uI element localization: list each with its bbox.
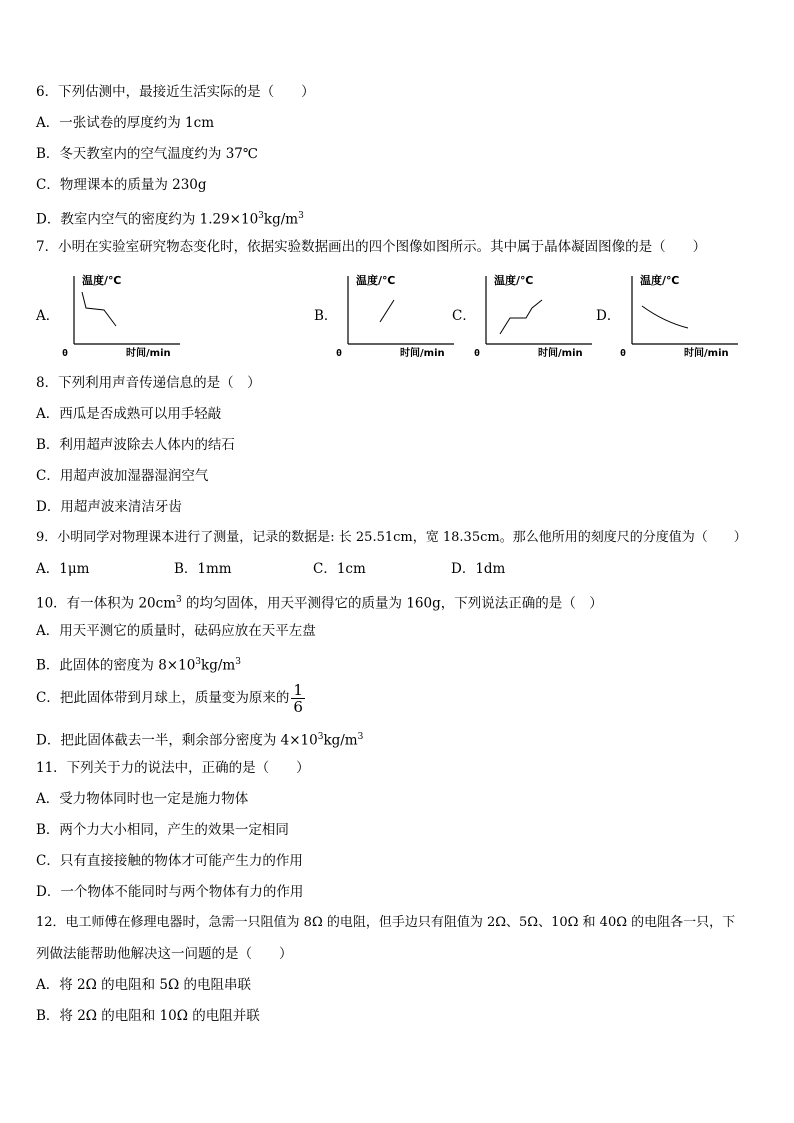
graph-a-label: A． <box>36 308 60 324</box>
q8-option-c: C．用超声波加湿器湿润空气 <box>36 468 209 484</box>
graph-c <box>472 270 600 362</box>
q10-stem: 10．有一体积为 $20cm^3$ 的均匀固体，用天平测得它的质量为 160g，下列说法正确的是（ ） <box>36 595 603 612</box>
q7-stem: 7．小明在实验室研究物态变化时，依据实验数据画出的四个图像如图所示。其中属于晶体凝固图像的是（ ） <box>36 239 707 255</box>
graph-b-label: B． <box>314 308 338 324</box>
q6-option-d: D．教室内空气的密度约为 $1.29\times 10^3kg/m^3$ <box>36 211 304 228</box>
q12-option-b: B．将 2Ω 的电阻和 10Ω 的电阻并联 <box>36 1008 260 1024</box>
q9-option-d: D．1dm <box>451 561 506 577</box>
q10-option-d: D．把此固体截去一半，剩余部分密度为 $4\times 10^3kg/m^3$ <box>36 732 364 749</box>
q6-option-c: C．物理课本的质量为 230g <box>36 177 207 193</box>
graph-a-xlabel: 时间/min <box>126 348 171 359</box>
graph-b-origin: 0 <box>336 348 343 359</box>
q9-option-b: B．1mm <box>174 561 232 577</box>
q11-option-a: A．受力物体同时也一定是施力物体 <box>36 791 249 807</box>
q10-option-a: A．用天平测它的质量时，砝码应放在天平左盘 <box>36 623 316 639</box>
graph-c-curve <box>500 300 542 334</box>
q10-option-b: B．此固体的密度为 $8\times 10^3kg/m^3$ <box>36 657 241 674</box>
graph-a-ylabel: 温度/℃ <box>82 274 122 287</box>
q8-option-d: D．用超声波来清洁牙齿 <box>36 499 182 515</box>
q11-stem: 11．下列关于力的说法中，正确的是（ ） <box>36 760 310 776</box>
q8-option-a: A．西瓜是否成熟可以用手轻敲 <box>36 406 222 422</box>
q11-option-c: C．只有直接接触的物体才可能产生力的作用 <box>36 853 303 869</box>
q12-stem-line2: 列做法能帮助他解决这一问题的是（ ） <box>36 946 293 962</box>
q10-option-c: C．把此固体带到月球上，质量变为原来的 $\frac{1}{6}$ <box>36 681 303 716</box>
q11-option-d: D．一个物体不能同时与两个物体有力的作用 <box>36 884 304 900</box>
q8-option-b: B．利用超声波除去人体内的结石 <box>36 437 235 453</box>
graph-b-curve <box>380 300 394 322</box>
graph-d-label: D． <box>596 308 621 324</box>
q8-stem: 8．下列利用声音传递信息的是（ ） <box>36 375 261 391</box>
graph-b-xlabel: 时间/min <box>400 348 445 359</box>
q9-option-c: C．1cm <box>313 561 366 577</box>
graph-a <box>60 270 188 362</box>
q6-stem: 6．下列估测中，最接近生活实际的是（ ） <box>36 84 315 100</box>
q6-option-a: A．一张试卷的厚度约为 1cm <box>36 115 214 131</box>
graph-d-curve <box>642 306 688 328</box>
graph-c-label: C． <box>452 308 476 324</box>
graph-d-xlabel: 时间/min <box>684 348 729 359</box>
graph-c-xlabel: 时间/min <box>538 348 583 359</box>
graph-a-origin: 0 <box>62 348 69 359</box>
graph-c-origin: 0 <box>474 348 481 359</box>
graph-d-origin: 0 <box>620 348 627 359</box>
graph-c-ylabel: 温度/℃ <box>494 274 534 287</box>
q6-option-b: B．冬天教室内的空气温度约为 37℃ <box>36 146 258 162</box>
q11-option-b: B．两个力大小相同，产生的效果一定相同 <box>36 822 289 838</box>
graph-b-ylabel: 温度/℃ <box>356 274 396 287</box>
graph-a-curve <box>82 292 116 326</box>
q9-stem: 9．小明同学对物理课本进行了测量，记录的数据是: 长 25.51cm，宽 18.35cm。那么他所用的刻度尺的分度值为（ ） <box>36 530 747 545</box>
fraction-one-sixth: $\frac{1}{6}$ <box>293 681 303 716</box>
graph-b <box>334 270 462 362</box>
q9-option-a: A．1μm <box>36 561 90 577</box>
q12-option-a: A．将 2Ω 的电阻和 5Ω 的电阻串联 <box>36 977 251 993</box>
graph-d-ylabel: 温度/℃ <box>640 274 680 287</box>
q12-stem-line1: 12．电工师傅在修理电器时，急需一只阻值为 8Ω 的电阻，但手边只有阻值为 2Ω、5Ω、10Ω 和 40Ω 的电阻各一只，下 <box>36 915 736 930</box>
graph-d <box>618 270 746 362</box>
